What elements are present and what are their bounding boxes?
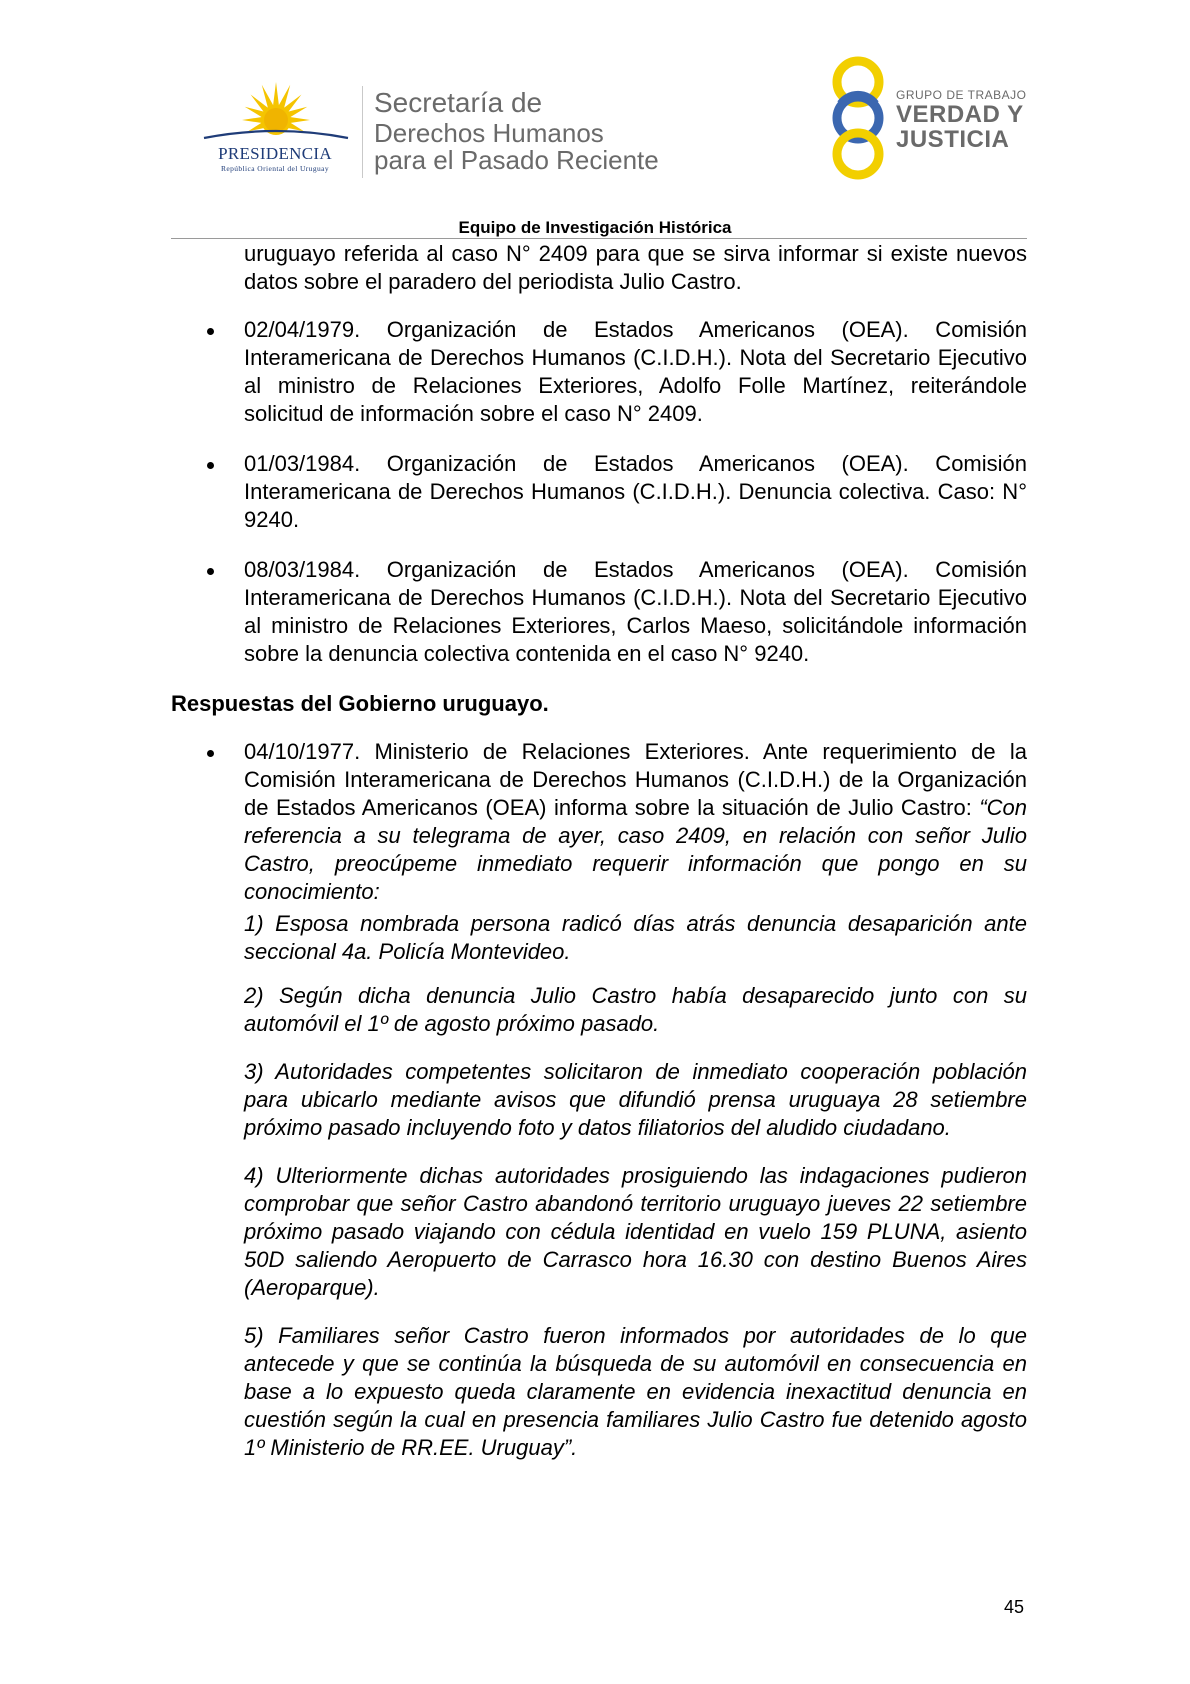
list-item — [171, 450, 1027, 534]
verdad-justicia-label — [896, 102, 1024, 152]
justicia-line: JUSTICIA — [896, 126, 1010, 153]
list-item-text: 08/03/1984. Organización de Estados Americanos (OEA). Comisión Interamericana de Derechos Humanos (C.I.D.H.). Nota del Secretario Ejecutivo al ministro de Relaciones Exteriores, Carlos Maeso, solicitándole información sobre la denuncia colectiva contenida en el caso N° 9240. — [244, 557, 1027, 666]
verdad-line: VERDAD Y — [896, 101, 1024, 128]
presidencia-subtitle: República Oriental del Uruguay — [220, 164, 329, 173]
secretaria-subtitle — [374, 120, 659, 174]
grupo-trabajo-label: GRUPO DE TRABAJO — [896, 88, 1027, 102]
quote-point: 5) Familiares señor Castro fueron informados por autoridades de lo que antecede y que se continúa la búsqueda de su automóvil en consecuencia en base a lo expuesto queda claramente en evidencia inexactitud denuncia en cuestión según la cual en presencia familiares Julio Castro fue detenido agosto 1º Ministerio de RR.EE. Uruguay”. — [244, 1323, 1027, 1460]
secretaria-line-2: Derechos Humanos — [374, 118, 604, 148]
bullet-icon — [207, 750, 214, 757]
list-item — [171, 556, 1027, 668]
quote-start: “Con referencia a su telegrama de ayer, caso 2409, en relación con señor Julio Castro, preocúpeme inmediato requerir información que pongo en su conocimiento: — [244, 795, 1027, 904]
response-intro-text: 04/10/1977. Ministerio de Relaciones Exteriores. Ante requerimiento de la Comisión Interamericana de Derechos Humanos (C.I.D.H.) de la Organización de Estados Americanos (OEA) informa sobre la situación de Julio Castro: — [244, 739, 1027, 820]
list-item-text: 01/03/1984. Organización de Estados Americanos (OEA). Comisión Interamericana de Derechos Humanos (C.I.D.H.). Denuncia colectiva. Caso: N° 9240. — [244, 451, 1027, 532]
secretaria-line-3: para el Pasado Reciente — [374, 145, 659, 175]
section-heading: Respuestas del Gobierno uruguayo. — [171, 691, 549, 716]
presidencia-name: PRESIDENCIA — [218, 144, 332, 163]
quote-point: 3) Autoridades competentes solicitaron de inmediato cooperación población para ubicarlo mediante avisos que difundió prensa uruguaya 28 setiembre próximo pasado incluyendo foto y datos filiatorios del aludido ciudadano. — [244, 1059, 1027, 1140]
page-number: 45 — [1004, 1597, 1025, 1617]
header-rule — [171, 238, 1027, 239]
document-body — [171, 240, 1027, 1482]
list-item-text: 02/04/1979. Organización de Estados Americanos (OEA). Comisión Interamericana de Derechos Humanos (C.I.D.H.). Nota del Secretario Ejecutivo al ministro de Relaciones Exteriores, Adolfo Folle Martínez, reiterándole solicitud de información sobre el caso N° 2409. — [244, 317, 1027, 426]
page-header — [0, 0, 1190, 240]
verdad-justicia-rings-logo — [820, 56, 900, 180]
quote-point: 4) Ulteriormente dichas autoridades prosiguiendo las indagaciones pudieron comprobar que señor Castro abandonó territorio uruguayo jueves 22 setiembre próximo pasado viajando con cédula identidad en vuelo 159 PLUNA, asiento 50D saliendo Aeropuerto de Carrasco hora 16.30 con destino Buenos Aires (Aeroparque). — [244, 1163, 1027, 1300]
quote-point: 1) Esposa nombrada persona radicó días atrás denuncia desaparición ante seccional 4a. Policía Montevideo. — [244, 911, 1027, 964]
bullet-icon — [207, 328, 214, 335]
bullet-icon — [207, 462, 214, 469]
continuation-paragraph: uruguayo referida al caso N° 2409 para que se sirva informar si existe nuevos datos sobre el paradero del periodista Julio Castro. — [244, 241, 1027, 294]
response-intro — [244, 738, 1027, 906]
secretaria-title: Secretaría de — [374, 87, 543, 118]
header-divider — [362, 86, 363, 178]
team-heading: Equipo de Investigación Histórica — [458, 218, 732, 237]
list-item — [171, 316, 1027, 428]
bullet-icon — [207, 568, 214, 575]
quote-point: 2) Según dicha denuncia Julio Castro había desaparecido junto con su automóvil el 1º de agosto próximo pasado. — [244, 983, 1027, 1036]
list-item — [171, 738, 1027, 906]
